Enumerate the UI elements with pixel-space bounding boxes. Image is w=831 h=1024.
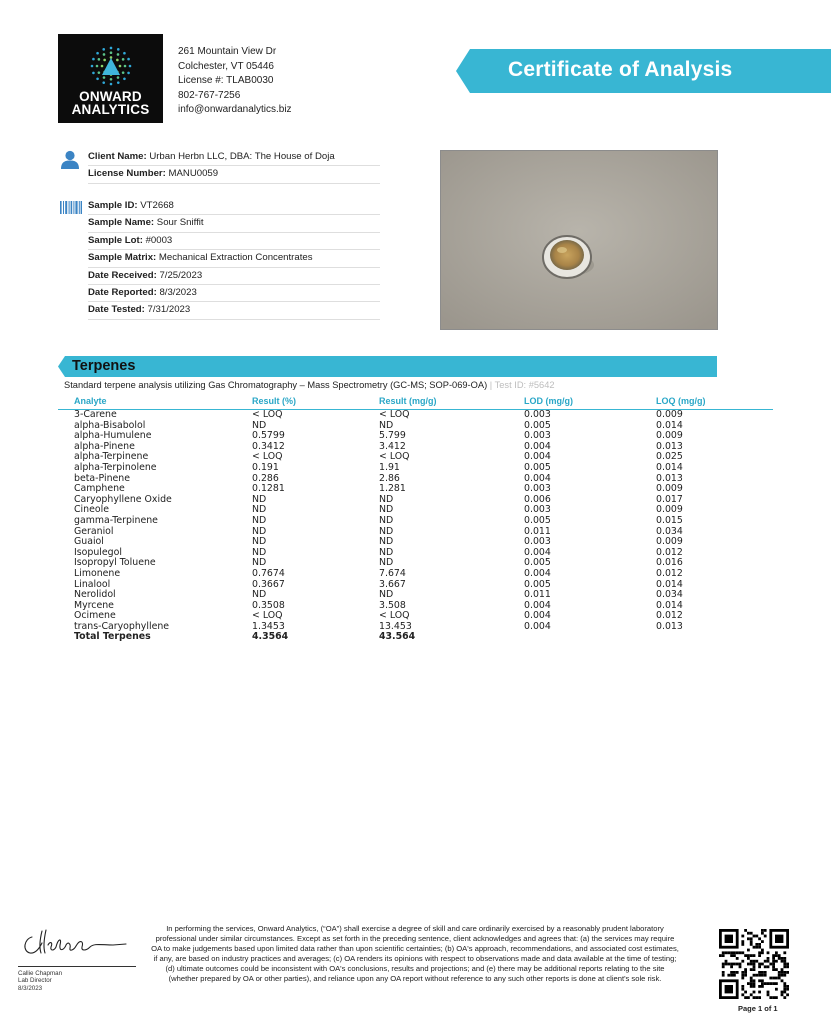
- cell-loq: 0.009: [656, 409, 683, 420]
- cell-result-mgg: 1.91: [379, 461, 400, 473]
- cell-lod: 0.003: [524, 409, 551, 420]
- cell-lod: 0.005: [524, 514, 551, 526]
- cell-result-mgg: ND: [379, 536, 394, 548]
- cell-loq: 0.013: [656, 620, 683, 632]
- table-row: [58, 622, 773, 633]
- cell-analyte: Nerolidol: [74, 589, 116, 601]
- signature-line: [18, 966, 136, 967]
- sample-id-row: [88, 198, 380, 215]
- cell-loq: 0.017: [656, 493, 683, 505]
- cell-loq: 0.009: [656, 504, 683, 516]
- cell-result-percent: 0.191: [252, 461, 279, 473]
- signed-date: 8/3/2023: [18, 984, 43, 992]
- barcode-icon: [60, 201, 82, 214]
- method-text: Standard terpene analysis utilizing Gas Chromatography – Mass Spectrometry (GC-MS; SOP-069-OA): [64, 380, 488, 390]
- cell-lod: 0.003: [524, 536, 551, 548]
- cell-lod: 0.004: [524, 610, 551, 622]
- cell-lod: 0.003: [524, 504, 551, 516]
- cell-analyte: Guaiol: [74, 536, 104, 548]
- cell-analyte: Ocimene: [74, 610, 116, 622]
- sample-matrix-value: Mechanical Extraction Concentrates: [158, 252, 313, 264]
- cell-loq: 0.012: [656, 610, 683, 622]
- cell-result-percent: 0.7674: [252, 567, 285, 579]
- cell-result-percent: ND: [252, 493, 267, 505]
- license-number-label: License Number:: [88, 168, 166, 180]
- cell-result-mgg: 5.799: [379, 430, 406, 442]
- table-row: [58, 569, 773, 580]
- column-lod: LOD (mg/g): [524, 396, 573, 406]
- date-received-value: 7/25/2023: [159, 269, 203, 281]
- cell-loq: 0.034: [656, 589, 683, 601]
- terpenes-header-bar: [58, 356, 717, 377]
- lab-license: License #: TLAB0030: [178, 75, 274, 86]
- table-row: [58, 463, 773, 474]
- certificate-title: Certificate of Analysis: [508, 58, 733, 81]
- cell-analyte: alpha-Humulene: [74, 430, 152, 442]
- cell-analyte: alpha-Terpinene: [74, 451, 149, 463]
- cell-analyte: trans-Caryophyllene: [74, 620, 170, 632]
- client-info: [88, 149, 380, 184]
- cell-result-percent: 0.286: [252, 472, 279, 484]
- cell-result-percent: ND: [252, 557, 267, 569]
- onward-analytics-logo: [58, 34, 163, 123]
- cell-result-mgg: < LOQ: [379, 451, 410, 463]
- cell-analyte: Camphene: [74, 483, 125, 495]
- cell-lod: 0.011: [524, 525, 551, 537]
- cell-result-mgg: ND: [379, 419, 394, 431]
- sample-name-row: [88, 215, 380, 232]
- sample-id-label: Sample ID:: [88, 200, 138, 211]
- total-row: [58, 632, 773, 643]
- cell-lod: 0.004: [524, 567, 551, 579]
- cell-lod: 0.004: [524, 620, 551, 632]
- client-name-value: Urban Herbn LLC, DBA: The House of Doja: [149, 151, 335, 162]
- date-tested-row: [88, 302, 380, 319]
- signer-name: Callie Chapman: [18, 970, 63, 977]
- terpenes-table-body: [58, 410, 773, 643]
- logo-line-1: ONWARD: [79, 89, 142, 104]
- cell-loq: 0.014: [656, 599, 683, 611]
- cell-lod: 0.004: [524, 451, 551, 463]
- cell-result-percent: ND: [252, 525, 267, 537]
- lab-email: info@onwardanalytics.biz: [178, 104, 292, 115]
- cell-analyte: 3-Carene: [74, 409, 117, 420]
- date-received-label: Date Received:: [88, 269, 157, 281]
- column-analyte: Analyte: [74, 396, 107, 406]
- cell-loq: 0.012: [656, 567, 683, 579]
- cell-lod: 0.005: [524, 461, 551, 473]
- license-number-row: [88, 166, 380, 183]
- sample-photo: [440, 150, 718, 330]
- cell-loq: 0.009: [656, 430, 683, 442]
- cell-analyte: Isopropyl Toluene: [74, 557, 156, 569]
- signer-title: Lab Director: [18, 977, 52, 985]
- cell-result-percent: ND: [252, 536, 267, 548]
- cell-result-mgg: 3.508: [379, 599, 406, 611]
- signer-block: [18, 970, 62, 992]
- cell-result-mgg: 3.412: [379, 440, 406, 452]
- cell-result-percent: ND: [252, 514, 267, 526]
- cell-lod: 0.005: [524, 557, 551, 569]
- lab-phone: 802-767-7256: [178, 89, 241, 101]
- lab-address-line-1: 261 Mountain View Dr: [178, 46, 277, 57]
- sample-matrix-label: Sample Matrix:: [88, 252, 157, 264]
- cell-loq: 0.015: [656, 514, 683, 526]
- cell-result-mgg: 13.453: [379, 620, 412, 632]
- cell-lod: 0.004: [524, 440, 551, 452]
- cell-lod: 0.011: [524, 589, 551, 601]
- total-result-mgg: 43.564: [379, 631, 416, 643]
- cell-result-percent: 0.3508: [252, 599, 285, 611]
- cell-loq: 0.025: [656, 451, 683, 463]
- cell-result-mgg: < LOQ: [379, 610, 410, 622]
- sample-lot-row: [88, 233, 380, 250]
- cell-analyte: Myrcene: [74, 599, 114, 611]
- sample-name-value: Sour Sniffit: [156, 217, 204, 229]
- cell-analyte: Geraniol: [74, 525, 114, 537]
- date-reported-row: [88, 285, 380, 302]
- cell-result-percent: 0.1281: [252, 483, 285, 495]
- cell-result-mgg: 2.86: [379, 472, 400, 484]
- cell-lod: 0.004: [524, 599, 551, 611]
- sample-lot-label: Sample Lot:: [88, 234, 143, 246]
- cell-result-percent: 1.3453: [252, 620, 285, 632]
- test-id: | Test ID: #5642: [489, 380, 555, 390]
- cell-lod: 0.004: [524, 546, 551, 558]
- cell-loq: 0.016: [656, 557, 683, 569]
- cell-result-percent: ND: [252, 546, 267, 558]
- date-reported-label: Date Reported:: [88, 286, 157, 298]
- cell-lod: 0.003: [524, 430, 551, 442]
- sample-name-label: Sample Name:: [88, 217, 155, 229]
- cell-lod: 0.005: [524, 419, 551, 431]
- logo-mark-icon: [85, 42, 137, 86]
- cell-result-mgg: ND: [379, 504, 394, 516]
- legal-disclaimer: In performing the services, Onward Analytics, (“OA”) shall exercise a degree of skill and care ordinarily exercised by a reasonably prudent laboratory professional under similar circumstances. Except as set forth in the preceding sentence, client acknowledges and agrees that: (a) the services may require OA to make judgements based upon limited data rather than upon scientific certainties; (b) OA's approach, recommendations, and associated cost estimates, if any, are based on industry practices and averages; (c) OA renders its opinions with respect to observations made and data available at the time of testing; (d) ultimate outcomes could be inconsistent with OA's conclusions, results and projections; and (e) there may be additional reports relating to the site (whether prepared by OA or other parties), and reliance upon any OA report without reference to any such other reports is done at client's sole risk.: [151, 924, 679, 984]
- cell-lod: 0.003: [524, 483, 551, 495]
- cell-lod: 0.006: [524, 493, 551, 505]
- table-row: [58, 410, 773, 421]
- cell-lod: 0.005: [524, 578, 551, 590]
- cell-lod: 0.004: [524, 472, 551, 484]
- cell-result-mgg: ND: [379, 546, 394, 558]
- method-description: [64, 380, 555, 390]
- logo-line-2: ANALYTICS: [71, 102, 150, 117]
- cell-result-percent: ND: [252, 419, 267, 431]
- cell-loq: 0.013: [656, 440, 683, 452]
- sample-info: [88, 198, 380, 320]
- client-name-label: Client Name:: [88, 151, 147, 162]
- sample-lot-value: #0003: [145, 234, 173, 246]
- cell-result-percent: < LOQ: [252, 409, 283, 420]
- license-number-value: MANU0059: [168, 168, 219, 180]
- cell-analyte: Cineole: [74, 504, 109, 516]
- terpenes-table-header: [58, 394, 773, 410]
- lab-contact-info: [178, 45, 292, 118]
- total-result-percent: 4.3564: [252, 631, 289, 643]
- cell-result-percent: ND: [252, 589, 267, 601]
- date-reported-value: 8/3/2023: [159, 286, 197, 298]
- cell-analyte: alpha-Terpinolene: [74, 461, 157, 473]
- signature-image: [18, 925, 133, 961]
- cell-result-percent: 0.3667: [252, 578, 285, 590]
- cell-result-mgg: 1.281: [379, 483, 406, 495]
- cell-result-mgg: 7.674: [379, 567, 406, 579]
- cell-analyte: Isopulegol: [74, 546, 122, 558]
- cell-analyte: Limonene: [74, 567, 121, 579]
- cell-result-mgg: ND: [379, 525, 394, 537]
- cell-result-mgg: ND: [379, 514, 394, 526]
- column-result-percent: Result (%): [252, 396, 297, 406]
- date-received-row: [88, 268, 380, 285]
- lab-address-line-2: Colchester, VT 05446: [178, 60, 274, 72]
- cell-analyte: Caryophyllene Oxide: [74, 493, 172, 505]
- cell-result-percent: 0.5799: [252, 430, 285, 442]
- cell-result-percent: ND: [252, 504, 267, 516]
- cell-loq: 0.009: [656, 483, 683, 495]
- cell-result-mgg: ND: [379, 589, 394, 601]
- cell-analyte: alpha-Bisabolol: [74, 419, 146, 431]
- cell-loq: 0.014: [656, 461, 683, 473]
- date-tested-label: Date Tested:: [88, 304, 145, 316]
- cell-analyte: alpha-Pinene: [74, 440, 135, 452]
- cell-result-mgg: ND: [379, 493, 394, 505]
- client-name-row: [88, 149, 380, 166]
- sample-id-value: VT2668: [140, 200, 174, 211]
- cell-result-percent: 0.3412: [252, 440, 285, 452]
- terpenes-title: Terpenes: [72, 358, 136, 374]
- qr-code[interactable]: [719, 929, 789, 999]
- cell-loq: 0.034: [656, 525, 683, 537]
- cell-result-percent: < LOQ: [252, 451, 283, 463]
- total-analyte: Total Terpenes: [74, 631, 151, 643]
- cell-loq: 0.013: [656, 472, 683, 484]
- column-loq: LOQ (mg/g): [656, 396, 706, 406]
- cell-analyte: gamma-Terpinene: [74, 514, 158, 526]
- sample-matrix-row: [88, 250, 380, 267]
- cell-result-mgg: 3.667: [379, 578, 406, 590]
- cell-result-percent: < LOQ: [252, 610, 283, 622]
- cell-loq: 0.009: [656, 536, 683, 548]
- cell-result-mgg: < LOQ: [379, 409, 410, 420]
- page-number: Page 1 of 1: [738, 1004, 778, 1013]
- cell-loq: 0.014: [656, 419, 683, 431]
- date-tested-value: 7/31/2023: [147, 304, 191, 316]
- logo-wordmark: [72, 90, 150, 123]
- cell-analyte: Linalool: [74, 578, 111, 590]
- cell-loq: 0.014: [656, 578, 683, 590]
- cell-loq: 0.012: [656, 546, 683, 558]
- column-result-mgg: Result (mg/g): [379, 396, 437, 406]
- cell-analyte: beta-Pinene: [74, 472, 130, 484]
- cell-result-mgg: ND: [379, 557, 394, 569]
- person-icon: [60, 150, 80, 169]
- table-row: [58, 516, 773, 527]
